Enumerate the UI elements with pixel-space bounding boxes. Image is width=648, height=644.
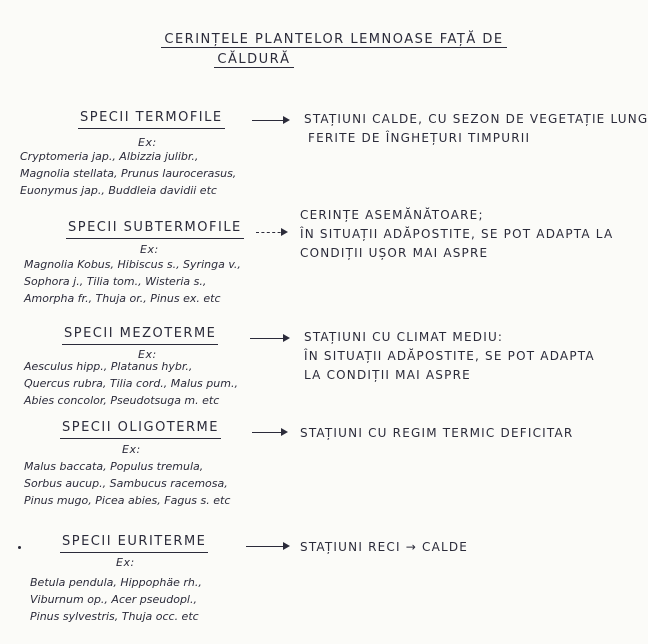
arrow-icon bbox=[252, 120, 288, 121]
example-line: Abies concolor, Pseudotsuga m. etc bbox=[24, 394, 220, 407]
examples-list-mezoterme bbox=[24, 358, 238, 409]
examples-list-euriterme bbox=[30, 574, 202, 625]
description-line: LA CONDIȚII MAI ASPRE bbox=[304, 368, 471, 382]
arrow-icon bbox=[246, 546, 288, 547]
examples-list-subtermofile bbox=[24, 256, 241, 307]
example-line: Pinus sylvestris, Thuja occ. etc bbox=[30, 610, 199, 623]
description-line: STAȚIUNI CALDE, CU SEZON DE VEGETAȚIE LUNG bbox=[304, 112, 648, 126]
group-heading-mezoterme: SPECII MEZOTERME bbox=[62, 326, 218, 345]
examples-label: Ex: bbox=[122, 443, 141, 456]
description-line: CERINȚE ASEMĂNĂTOARE; bbox=[300, 208, 484, 222]
arrow-icon bbox=[252, 432, 286, 433]
example-line: Pinus mugo, Picea abies, Fagus s. etc bbox=[24, 494, 231, 507]
example-line: Magnolia Kobus, Hibiscus s., Syringa v., bbox=[24, 258, 241, 271]
example-line: Sophora j., Tilia tom., Wisteria s., bbox=[24, 275, 207, 288]
group-heading-euriterme: SPECII EURITERME bbox=[60, 534, 208, 553]
description-line: STAȚIUNI RECI → CALDE bbox=[300, 540, 469, 554]
example-line: Viburnum op., Acer pseudopl., bbox=[30, 593, 197, 606]
example-line: Cryptomeria jap., Albizzia julibr., bbox=[20, 150, 199, 163]
description-line: STAȚIUNI CU CLIMAT MEDIU: bbox=[304, 330, 504, 344]
group-heading-oligoterme: SPECII OLIGOTERME bbox=[60, 420, 221, 439]
example-line: Magnolia stellata, Prunus laurocerasus, bbox=[20, 167, 237, 180]
description-line: FERITE DE ÎNGHEȚURI TIMPURII bbox=[308, 131, 531, 145]
page-title-line-2: CĂLDURĂ bbox=[0, 50, 578, 70]
examples-label: Ex: bbox=[138, 136, 157, 149]
description-line: STAȚIUNI CU REGIM TERMIC DEFICITAR bbox=[300, 426, 574, 440]
example-line: Euonymus jap., Buddleia davidii etc bbox=[20, 184, 217, 197]
description-oligoterme bbox=[300, 424, 573, 443]
description-line: ÎN SITUAȚII ADĂPOSTITE, SE POT ADAPTA bbox=[304, 349, 595, 363]
example-line: Quercus rubra, Tilia cord., Malus pum., bbox=[24, 377, 238, 390]
example-line: Betula pendula, Hippophäe rh., bbox=[30, 576, 202, 589]
arrow-icon bbox=[250, 338, 288, 339]
arrow-icon bbox=[256, 232, 286, 233]
description-mezoterme bbox=[304, 328, 595, 385]
examples-list-oligoterme bbox=[24, 458, 230, 509]
description-termofile bbox=[304, 110, 648, 148]
group-heading-termofile: SPECII TERMOFILE bbox=[78, 110, 225, 129]
description-subtermofile bbox=[300, 206, 613, 263]
examples-list-termofile bbox=[20, 148, 236, 199]
example-line: Aesculus hipp., Platanus hybr., bbox=[24, 360, 193, 373]
examples-label: Ex: bbox=[116, 556, 135, 569]
example-line: Malus baccata, Populus tremula, bbox=[24, 460, 204, 473]
example-line: Amorpha fr., Thuja or., Pinus ex. etc bbox=[24, 292, 221, 305]
description-euriterme bbox=[300, 538, 468, 557]
example-line: Sorbus aucup., Sambucus racemosa, bbox=[24, 477, 228, 490]
examples-label: Ex: bbox=[138, 348, 157, 361]
description-line: CONDIȚII UȘOR MAI ASPRE bbox=[300, 246, 489, 260]
page-title-line-1: CERINȚELE PLANTELOR LEMNOASE FAȚĂ DE bbox=[10, 30, 648, 50]
description-line: ÎN SITUAȚII ADĂPOSTITE, SE POT ADAPTA LA bbox=[300, 227, 614, 241]
bullet-dot bbox=[18, 546, 21, 549]
group-heading-subtermofile: SPECII SUBTERMOFILE bbox=[66, 220, 244, 239]
examples-label: Ex: bbox=[140, 243, 159, 256]
